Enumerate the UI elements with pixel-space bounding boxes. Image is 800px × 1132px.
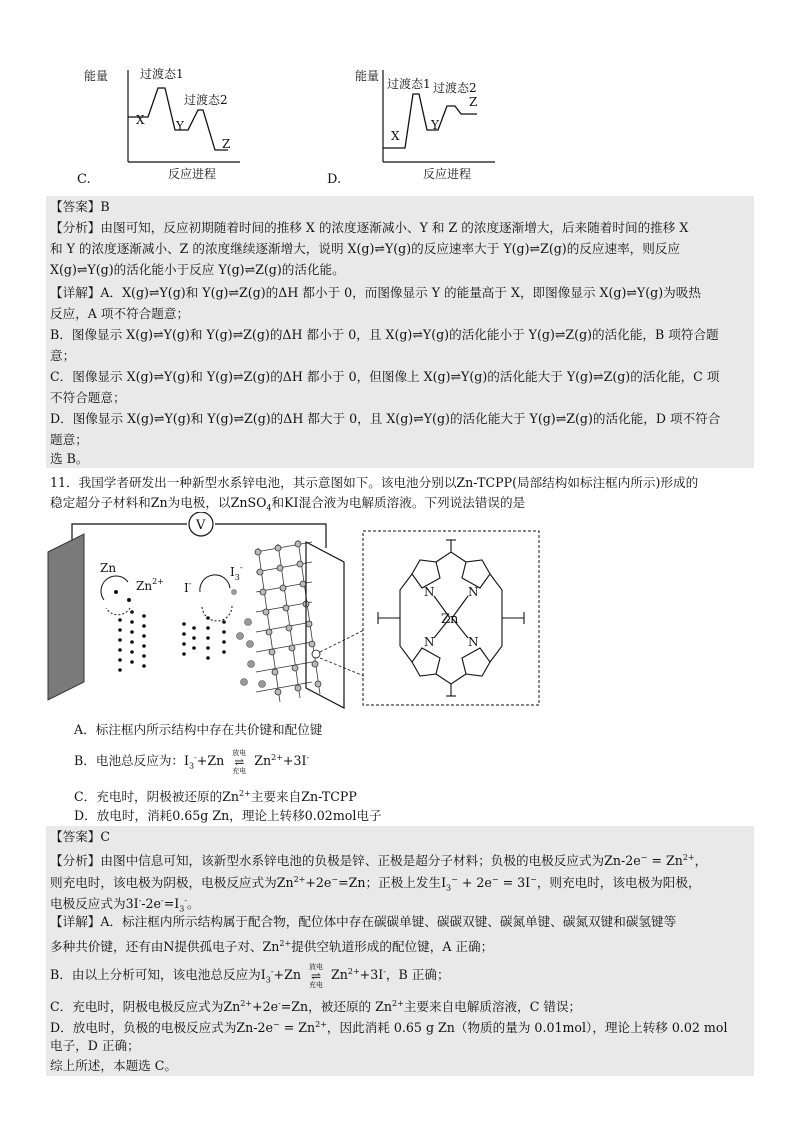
porphyrin-n-bottom-left: N xyxy=(424,635,435,649)
zinc-battery-diagram xyxy=(44,512,364,712)
zn-tcpp-structure-callout xyxy=(362,530,540,706)
graph-d-x: X xyxy=(391,129,400,143)
zinc-electrode xyxy=(48,534,84,700)
q10-analysis-line-3: X(g)⇌Y(g)的活化能小于反应 Y(g)⇌Z(g)的活化能。 xyxy=(50,262,345,277)
voltmeter-label: V xyxy=(196,518,206,533)
q11-detail-a-line-2: 多种共价键，还有由N提供孤电子对、$Zn^{2+}$提供空轨道形成的配位键，A 正确； xyxy=(50,939,494,955)
q10-detail-line-8: 题意； xyxy=(50,432,88,447)
q11-analysis-line-3: 电极反应式为$3I^--2e^-=I_3^-$。 xyxy=(50,896,200,914)
graph-c-ts1: 过渡态1 xyxy=(140,67,184,81)
q11-conclusion: 综上所述，本题选 C。 xyxy=(50,1058,177,1073)
q11-analysis-line-1: 【分析】由图中信息可知，该新型水系锌电池的负极是锌、正极是超分子材料；负极的电极反应式为$Zn-2e^- = Zn^{2+}$， xyxy=(50,853,708,869)
porphyrin-n-top-left: N xyxy=(424,585,435,599)
triiodide-label: $I_3^-$ xyxy=(230,563,243,582)
q10-detail-line-4: 意； xyxy=(50,348,76,363)
porphyrin-zn: Zn xyxy=(441,612,459,627)
iodide-ion-dots xyxy=(182,616,226,660)
q10-detail-line-7: D．图像显示 X(g)⇌Y(g)和 Y(g)⇌Z(g)的ΔH 都大于 0，且 X(g)⇌Y(g)的活化能大于 Y(g)⇌Z(g)的活化能，D 项不符合 xyxy=(50,411,721,426)
q10-answer: 【答案】B xyxy=(50,199,110,214)
q11-detail-a-line-1: 【详解】A．标注框内所示结构属于配合物，配位体中存在碳碳单键、碳碳双键、碳氮单键、碳氮双键和碳氢键等 xyxy=(50,914,677,929)
graph-c-ts2: 过渡态2 xyxy=(184,93,228,107)
porphyrin-n-top-right: N xyxy=(468,585,479,599)
q11-answer: 【答案】C xyxy=(50,829,111,844)
q10-analysis-line-2: 和 Y 的浓度逐渐减小、Z 的浓度继续逐渐增大，说明 X(g)⇌Y(g)的反应速率大于 Y(g)⇌Z(g)的反应速率，则反应 xyxy=(50,241,681,256)
q10-detail-line-2: 反应，A 项不符合题意； xyxy=(50,306,190,321)
q11-option-a: A．标注框内所示结构中存在共价键和配位键 xyxy=(74,722,323,737)
q11-detail-b: B．由以上分析可知，该电池总反应为$I_3^-+Zn$ 放电 ⇌ 充电 $Zn^{2+}+3I^-$，B 正确； xyxy=(50,962,450,989)
q10-analysis-line-1: 【分析】由图可知，反应初期随着时间的推移 X 的浓度逐渐减小、Y 和 Z 的浓度逐渐增大，后来随着时间的推移 X xyxy=(50,220,689,235)
q10-detail-line-1: 【详解】A．X(g)⇌Y(g)和 Y(g)⇌Z(g)的ΔH 都小于 0，而图像显示 Y 的能量高于 X，即图像显示 X(g)⇌Y(g)为吸热 xyxy=(50,285,701,300)
q10-detail-line-9: 选 B。 xyxy=(50,451,89,466)
q11-analysis-line-2: 则充电时，该电极为阴极，电极反应式为$Zn^{2+}+2e^-=Zn$；正极上发生$I_3^- + 2e^- = 3I^-$，则充电时，该电极为阳极， xyxy=(50,875,701,893)
graph-c-x: X xyxy=(136,113,145,127)
q10-detail-line-6: 不符合题意； xyxy=(50,390,126,405)
q10-detail-line-5: C．图像显示 X(g)⇌Y(g)和 Y(g)⇌Z(g)的ΔH 都小于 0，但图像上 X(g)⇌Y(g)的活化能大于 Y(g)⇌Z(g)的活化能，C 项 xyxy=(50,369,720,384)
graph-d-ts2: 过渡态2 xyxy=(433,81,477,95)
q11-option-b: B．电池总反应为：$I_3^-+Zn$ 放电 ⇌ 充电 $Zn^{2+}+3I^-$ xyxy=(74,748,310,775)
q11-detail-d-line-1: D．放电时，负极的电极反应式为$Zn-2e^- = Zn^{2+}$，因此消耗 0.65 g Zn（物质的量为 0.01mol），理论上转移 0.02 mol xyxy=(50,1020,728,1036)
graph-c-y: Y xyxy=(176,119,184,133)
graph-d-xlabel: 反应进程 xyxy=(423,167,472,181)
iodide-label: I- xyxy=(184,579,192,595)
q11-option-d: D．放电时，消耗0.65g Zn，理论上转移0.02mol电子 xyxy=(74,808,382,823)
porphyrin-n-bottom-right: N xyxy=(468,635,479,649)
graph-d-ts1: 过渡态1 xyxy=(387,77,431,91)
graph-c-z: Z xyxy=(222,137,231,151)
q11-stem-line-1: 11．我国学者研发出一种新型水系锌电池，其示意图如下。该电池分别以Zn-TCPP(局部结构如标注框内所示)形成的 xyxy=(50,475,699,490)
graph-d-z: Z xyxy=(469,95,478,109)
graph-c-ylabel: 能量 xyxy=(84,69,109,83)
zn-ion-dots xyxy=(118,610,146,672)
q11-stem-line-2: 稳定超分子材料和Zn为电极，以ZnSO$_4$和KI混合液为电解质溶液。下列说法错误的是 xyxy=(50,495,526,513)
graph-d-label: D. xyxy=(327,172,342,187)
q11-option-c: C．充电时，阴极被还原的$Zn^{2+}$主要来自Zn-TCPP xyxy=(74,789,357,805)
graph-c-label: C. xyxy=(77,172,91,187)
graph-c-xlabel: 反应进程 xyxy=(168,167,217,181)
q11-detail-c: C．充电时，阴极电极反应式为$Zn^{2+}+2e^-=Zn$，被还原的 $Zn^{2+}$主要来自电解质溶液，C 错误； xyxy=(50,999,582,1015)
graph-d-ylabel: 能量 xyxy=(355,69,380,83)
q11-detail-d-line-2: 电子，D 正确； xyxy=(50,1038,140,1053)
graph-d-y: Y xyxy=(431,118,439,132)
supramolecular-lattice xyxy=(255,540,321,702)
zn2-label: $Zn^{2+}$ xyxy=(136,577,164,593)
q10-detail-line-3: B．图像显示 X(g)⇌Y(g)和 Y(g)⇌Z(g)的ΔH 都小于 0，且 X(g)⇌Y(g)的活化能小于 Y(g)⇌Z(g)的活化能，B 项符合题 xyxy=(50,327,719,342)
energy-diagram-option-d xyxy=(325,62,525,192)
energy-diagram-option-c xyxy=(70,62,270,192)
zn-label: Zn xyxy=(100,561,117,575)
